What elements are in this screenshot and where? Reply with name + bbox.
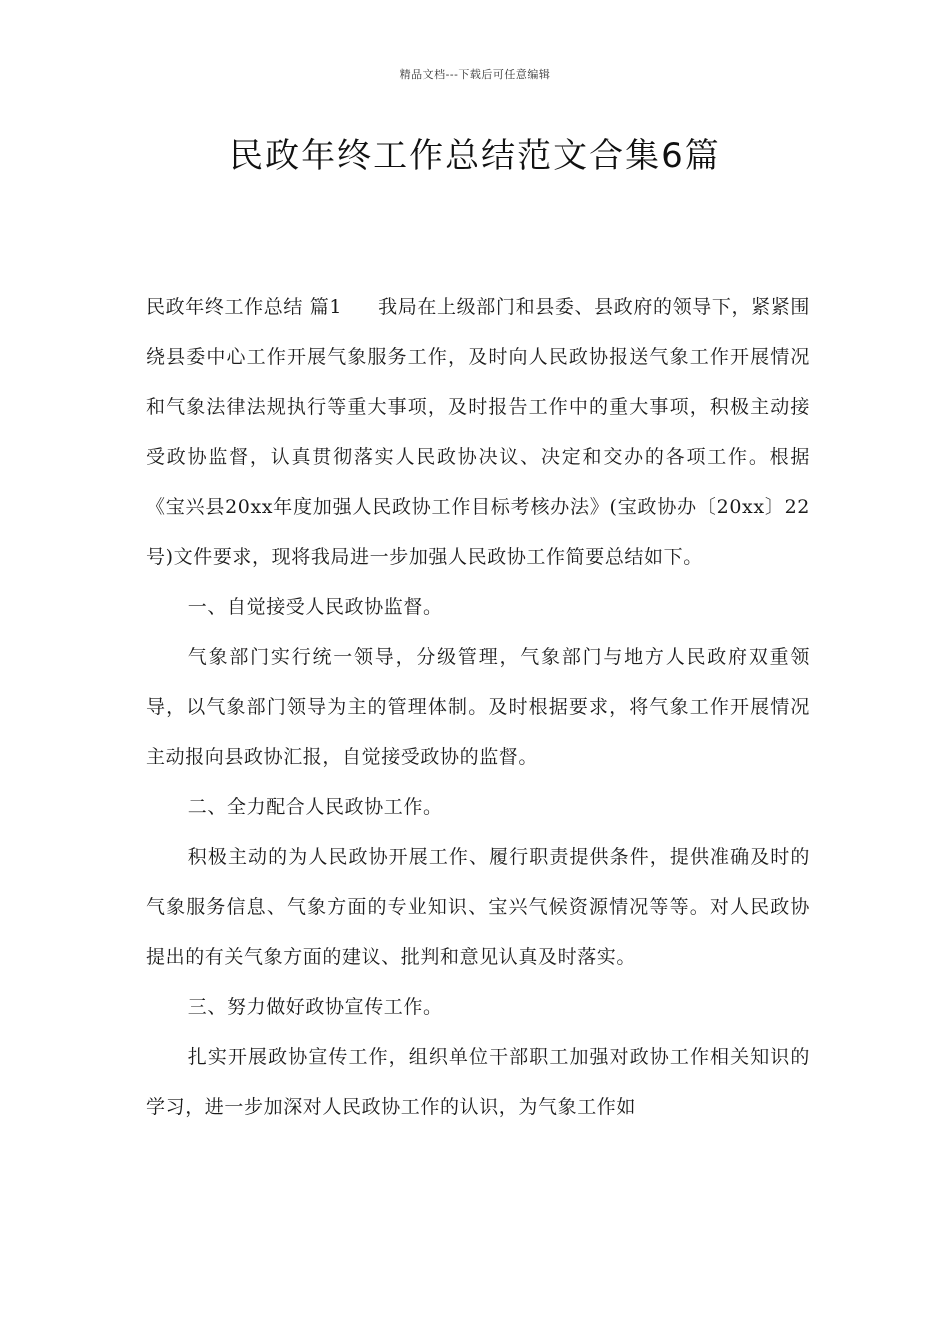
intro-text: 我局在上级部门和县委、县政府的领导下，紧紧围绕县委中心工作开展气象服务工作，及时向人民政协报送气象工作开展情况和气象法律法规执行等重大事项，及时报告工作中的重大事项，积极主动接受政协监督，认真贯彻落实人民政协决议、决定和交办的各项工作。根据《宝兴县20xx年度加强人民政协工作目标考核办法》(宝政协办〔20xx〕22号)文件要求，现将我局进一步加强人民政协工作简要总结如下。 xyxy=(146,296,810,568)
header-note: 精品文档---下载后可任意编辑 xyxy=(399,68,551,81)
page-title: 民政年终工作总结范文合集6篇 xyxy=(229,136,721,176)
section-heading-1: 一、自觉接受人民政协监督。 xyxy=(187,596,443,618)
section-label: 民政年终工作总结 篇1 xyxy=(146,296,343,318)
paragraph-2: 积极主动的为人民政协开展工作、履行职责提供条件，提供准确及时的气象服务信息、气象方面的专业知识、宝兴气候资源情况等等。对人民政协提出的有关气象方面的建议、批判和意见认真及时落实。 xyxy=(146,846,810,968)
paragraph-1: 气象部门实行统一领导，分级管理，气象部门与地方人民政府双重领导，以气象部门领导为主的管理体制。及时根据要求，将气象工作开展情况主动报向县政协汇报，自觉接受政协的监督。 xyxy=(146,646,810,768)
section-heading-2: 二、全力配合人民政协工作。 xyxy=(187,796,443,818)
document-body xyxy=(146,282,810,1132)
paragraph-3: 扎实开展政协宣传工作，组织单位干部职工加强对政协工作相关知识的学习，进一步加深对人民政协工作的认识，为气象工作如 xyxy=(146,1046,810,1118)
section-heading-3: 三、努力做好政协宣传工作。 xyxy=(187,996,443,1018)
intro-paragraph xyxy=(146,282,810,582)
